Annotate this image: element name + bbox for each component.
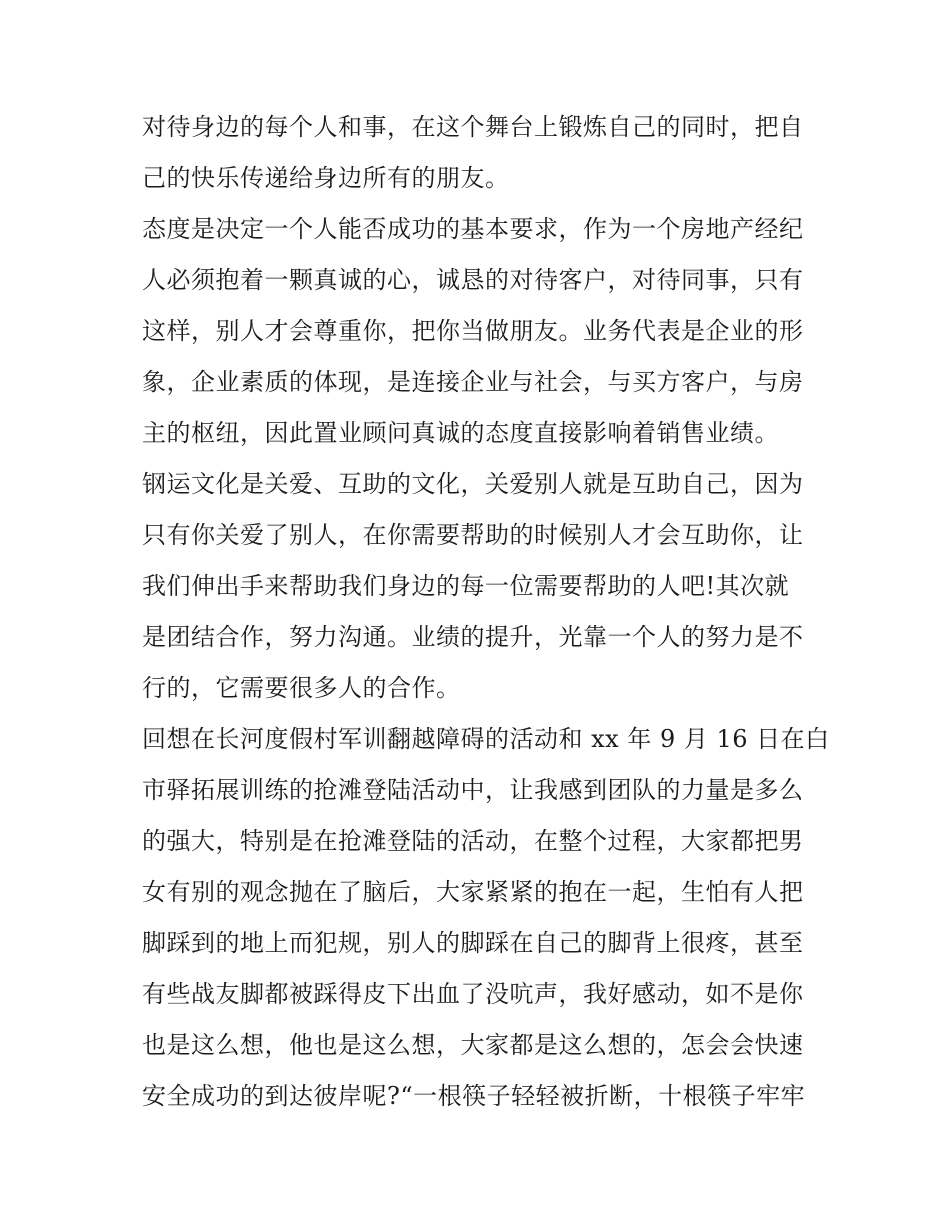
text-line: 也是这么想，他也是这么想，大家都是这么想的，怎会会快速	[142, 1031, 804, 1059]
text-line: 人必须抱着一颗真诚的心，诚恳的对待客户，对待同事，只有	[142, 266, 804, 294]
text-line: 脚踩到的地上而犯规，别人的脚踩在自己的脚背上很疼，甚至	[142, 929, 804, 957]
text-line: 是团结合作，努力沟通。业绩的提升，光靠一个人的努力是不	[142, 623, 804, 651]
text-line: 态度是决定一个人能否成功的基本要求，作为一个房地产经纪	[142, 215, 804, 243]
text-line: 主的枢纽，因此置业顾问真诚的态度直接影响着销售业绩。	[142, 419, 779, 447]
text-line: 行的，它需要很多人的合作。	[142, 674, 461, 702]
text-line: 己的快乐传递给身边所有的朋友。	[142, 164, 510, 192]
document-body	[142, 102, 830, 1122]
text-line: 回想在长河度假村军训翻越障碍的活动和 xx 年 9 月 16 日在白	[142, 725, 830, 753]
text-line: 这样，别人才会尊重你，把你当做朋友。业务代表是企业的形	[142, 317, 804, 345]
text-line: 对待身边的每个人和事，在这个舞台上锻炼自己的同时，把自	[142, 113, 804, 141]
text-line: 女有别的观念抛在了脑后，大家紧紧的抱在一起，生怕有人把	[142, 878, 804, 906]
text-line: 的强大，特别是在抢滩登陆的活动，在整个过程，大家都把男	[142, 827, 804, 855]
text-line: 安全成功的到达彼岸呢?“一根筷子轻轻被折断，十根筷子牢牢	[142, 1082, 806, 1110]
text-line: 钢运文化是关爱、互助的文化，关爱别人就是互助自己，因为	[142, 470, 804, 498]
text-line: 象，企业素质的体现，是连接企业与社会，与买方客户，与房	[142, 368, 804, 396]
text-line: 我们伸出手来帮助我们身边的每一位需要帮助的人吧!其次就	[142, 572, 790, 600]
text-line: 市驿拓展训练的抢滩登陆活动中，让我感到团队的力量是多么	[142, 776, 804, 804]
text-line: 只有你关爱了别人，在你需要帮助的时候别人才会互助你，让	[142, 521, 804, 549]
text-line: 有些战友脚都被踩得皮下出血了没吭声，我好感动，如不是你	[142, 980, 804, 1008]
